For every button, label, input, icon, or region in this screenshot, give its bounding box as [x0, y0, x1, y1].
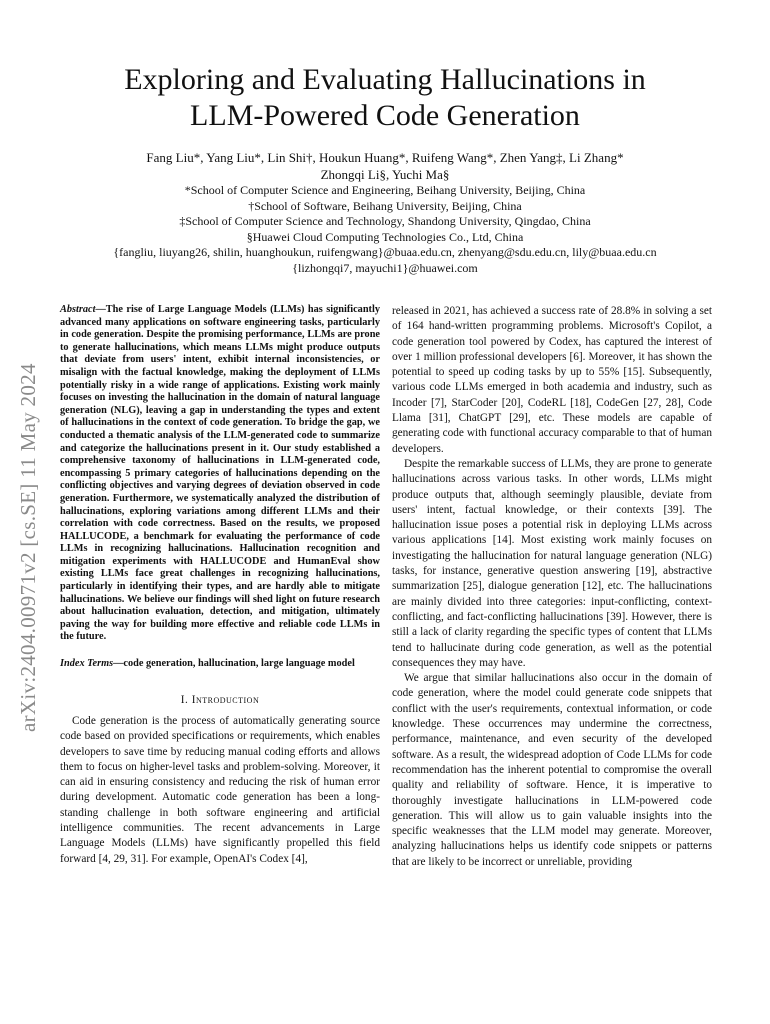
authors-line-1: Fang Liu*, Yang Liu*, Lin Shi†, Houkun Huang*, Ruifeng Wang*, Zhen Yang‡, Li Zhang* [146, 150, 624, 165]
title-line-1: Exploring and Evaluating Hallucinations in [124, 63, 646, 96]
section-title: Introduction [191, 693, 260, 706]
affiliation-1: *School of Computer Science and Engineering, Beihang University, Beijing, China [184, 183, 586, 197]
abstract [60, 304, 380, 644]
author-list [60, 150, 710, 183]
abstract-lead: Abstract [60, 304, 96, 315]
right-column [392, 304, 712, 870]
intro-paragraph-2: released in 2021, has achieved a success rate of 28.8% in solving a set of 164 hand-written programming problems. Microsoft's Copilot, a code generation tool powered by Codex, has captured the interest of over 1 million professional developers [6]. Moreover, it has shown the potential to speed up coding tasks by up to 55% [15]. Subsequently, various code LLMs emerged in both academia and industry, such as Incoder [7], StarCoder [20], CodeRL [18], CodeGen [27, 28], Code Llama [31], ChatGPT [29], etc. These models are capable of generating code with functional accuracy comparable to that of human developers. [392, 305, 712, 455]
email-line-2: {lizhongqi7, mayuchi1}@huawei.com [292, 260, 478, 275]
intro-paragraph-3: Despite the remarkable success of LLMs, they are prone to generate hallucinations across various tasks. In other words, LLMs might produce outputs that, although seemingly plausible, deviate from users' intent, factual knowledge, or their contexts [39]. The hallucination issue poses a potential risk in deploying LLMs across various applications [14]. Most existing work mainly focuses on investigating the hallucination for natural language generation (NLG) tasks, for instance, generative question answering [19], abstractive summarization [25], dialogue generation [12], etc. The hallucinations are mainly divided into three categories: input-conflicting, context-conflicting, and fact-conflicting hallucinations [39]. However, there is still a lack of clarity regarding the specific types of content that LLMs tend to hallucinate during code generation, as well as the potential consequences they may have. [392, 457, 712, 669]
email-line-1: {fangliu, liuyang26, shilin, huanghoukun, ruifengwang}@buaa.edu.cn, zhenyang@sdu.edu.cn, lily@buaa.edu.cn [113, 245, 657, 259]
paper-header [60, 62, 710, 276]
section-heading [60, 693, 380, 708]
left-column [60, 304, 380, 867]
intro-paragraph-4: We argue that similar hallucinations also occur in the domain of code generation, where the model could generate code snippets that conflict with the user's requirements, contextual information, or code knowledge. These occurrences may undermine the correctness, performance, maintenance, and even security of the developed software. As a result, the widespread adoption of Code LLMs for code recommendation has the inherent potential to compromise the overall quality and reliability of software. Hence, it is imperative to thoroughly investigate hallucinations in LLM-powered code generation. This will allow us to gain valuable insights into the specific weaknesses that the LLM model may generate. Moreover, analyzing hallucinations helps us identify code snippets or patterns that are likely to be incorrect or unreliable, providing [392, 672, 712, 868]
index-terms-lead: Index Terms [60, 658, 114, 670]
authors-line-2: Zhongqi Li§, Yuchi Ma§ [320, 166, 450, 182]
section-number: I. [180, 693, 189, 706]
arxiv-identifier: arXiv:2404.00971v2 [cs.SE] 11 May 2024 [16, 363, 40, 732]
intro-paragraph-1: Code generation is the process of automatically generating source code based on provided specifications or requirements, which enables developers to save time by reducing manual coding efforts and allows them to focus on higher-level tasks and problem-solving. Moreover, it can aid in ensuring consistency and reducing the risk of human error during development. Automatic code generation has been a long-standing challenge in both software engineering and artificial intelligence communities. The recent advancements in Large Language Models (LLMs) have significantly propelled this field forward [4, 29, 31]. For example, OpenAI's Codex [4], [60, 714, 380, 865]
title-line-2: LLM-Powered Code Generation [190, 99, 580, 132]
affiliation-4: §Huawei Cloud Computing Technologies Co., Ltd, China [246, 229, 524, 244]
paper-title [60, 62, 710, 134]
index-terms-text: —code generation, hallucination, large language model [113, 658, 355, 670]
index-terms [60, 658, 380, 671]
affiliations [60, 183, 710, 276]
abstract-text: —The rise of Large Language Models (LLMs) has significantly advanced many applications on software engineering tasks, particularly in code generation. Despite the promising performance, LLMs are prone to generate hallucinations, which means LLMs might produce outputs that deviate from users' intent, exhibit internal inconsistencies, or misalign with the factual knowledge, making the deployment of LLMs potentially risky in a wide range of applications. Existing work mainly focuses on investing the hallucination in the domain of natural language generation (NLG), leaving a gap in understanding the types and extent of hallucinations in the context of code generation. To bridge the gap, we conducted a thematic analysis of the LLM-generated code to summarize and categorize the hallucinations present in it. Our study established a comprehensive taxonomy of hallucinations in LLM-generated code, encompassing 5 primary categories of hallucinations depending on the conflicting objectives and varying degrees of deviation observed in code generation. Furthermore, we systematically analyzed the distribution of hallucinations, exploring variations among different LLMs and their correlation with code correctness. Based on the results, we proposed HALLUCODE, a benchmark for evaluating the performance of code LLMs in recognizing hallucinations. Hallucination recognition and mitigation experiments with HALLUCODE and HumanEval show existing LLMs face great challenges in recognizing hallucinations, particularly in identifying their types, and are hardly able to mitigate hallucinations. We believe our findings will shed light on future research about hallucination evaluation, detection, and mitigation, ultimately paving the way for building more effective and reliable code LLMs in the future. [60, 304, 380, 643]
affiliation-3: ‡School of Computer Science and Technology, Shandong University, Qingdao, China [179, 214, 591, 228]
affiliation-2: †School of Software, Beihang University, Beijing, China [248, 198, 522, 213]
